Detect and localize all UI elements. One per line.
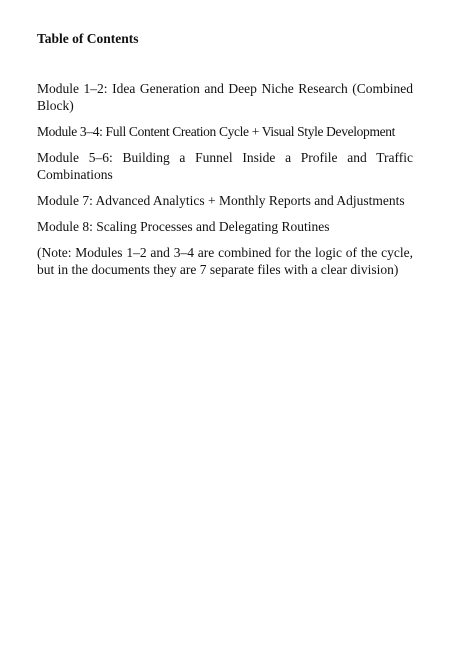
toc-note: (Note: Modules 1–2 and 3–4 are combined for the logic of the cycle, but in the documents they are 7 separate files with a clear division) — [37, 245, 413, 277]
document-page — [37, 30, 413, 278]
toc-item-module-1-2: Module 1–2: Idea Generation and Deep Niche Research (Combined Block) — [37, 81, 413, 113]
toc-item-module-5-6: Module 5–6: Building a Funnel Inside a Profile and Traffic Combinations — [37, 150, 413, 182]
toc-item-module-8: Module 8: Scaling Processes and Delegating Routines — [37, 219, 330, 234]
toc-item-module-3-4: Module 3–4: Full Content Creation Cycle + Visual Style Development — [37, 124, 396, 139]
toc-item-module-7: Module 7: Advanced Analytics + Monthly Reports and Adjustments — [37, 193, 405, 208]
toc-list — [37, 80, 413, 235]
toc-title: Table of Contents — [37, 31, 139, 46]
